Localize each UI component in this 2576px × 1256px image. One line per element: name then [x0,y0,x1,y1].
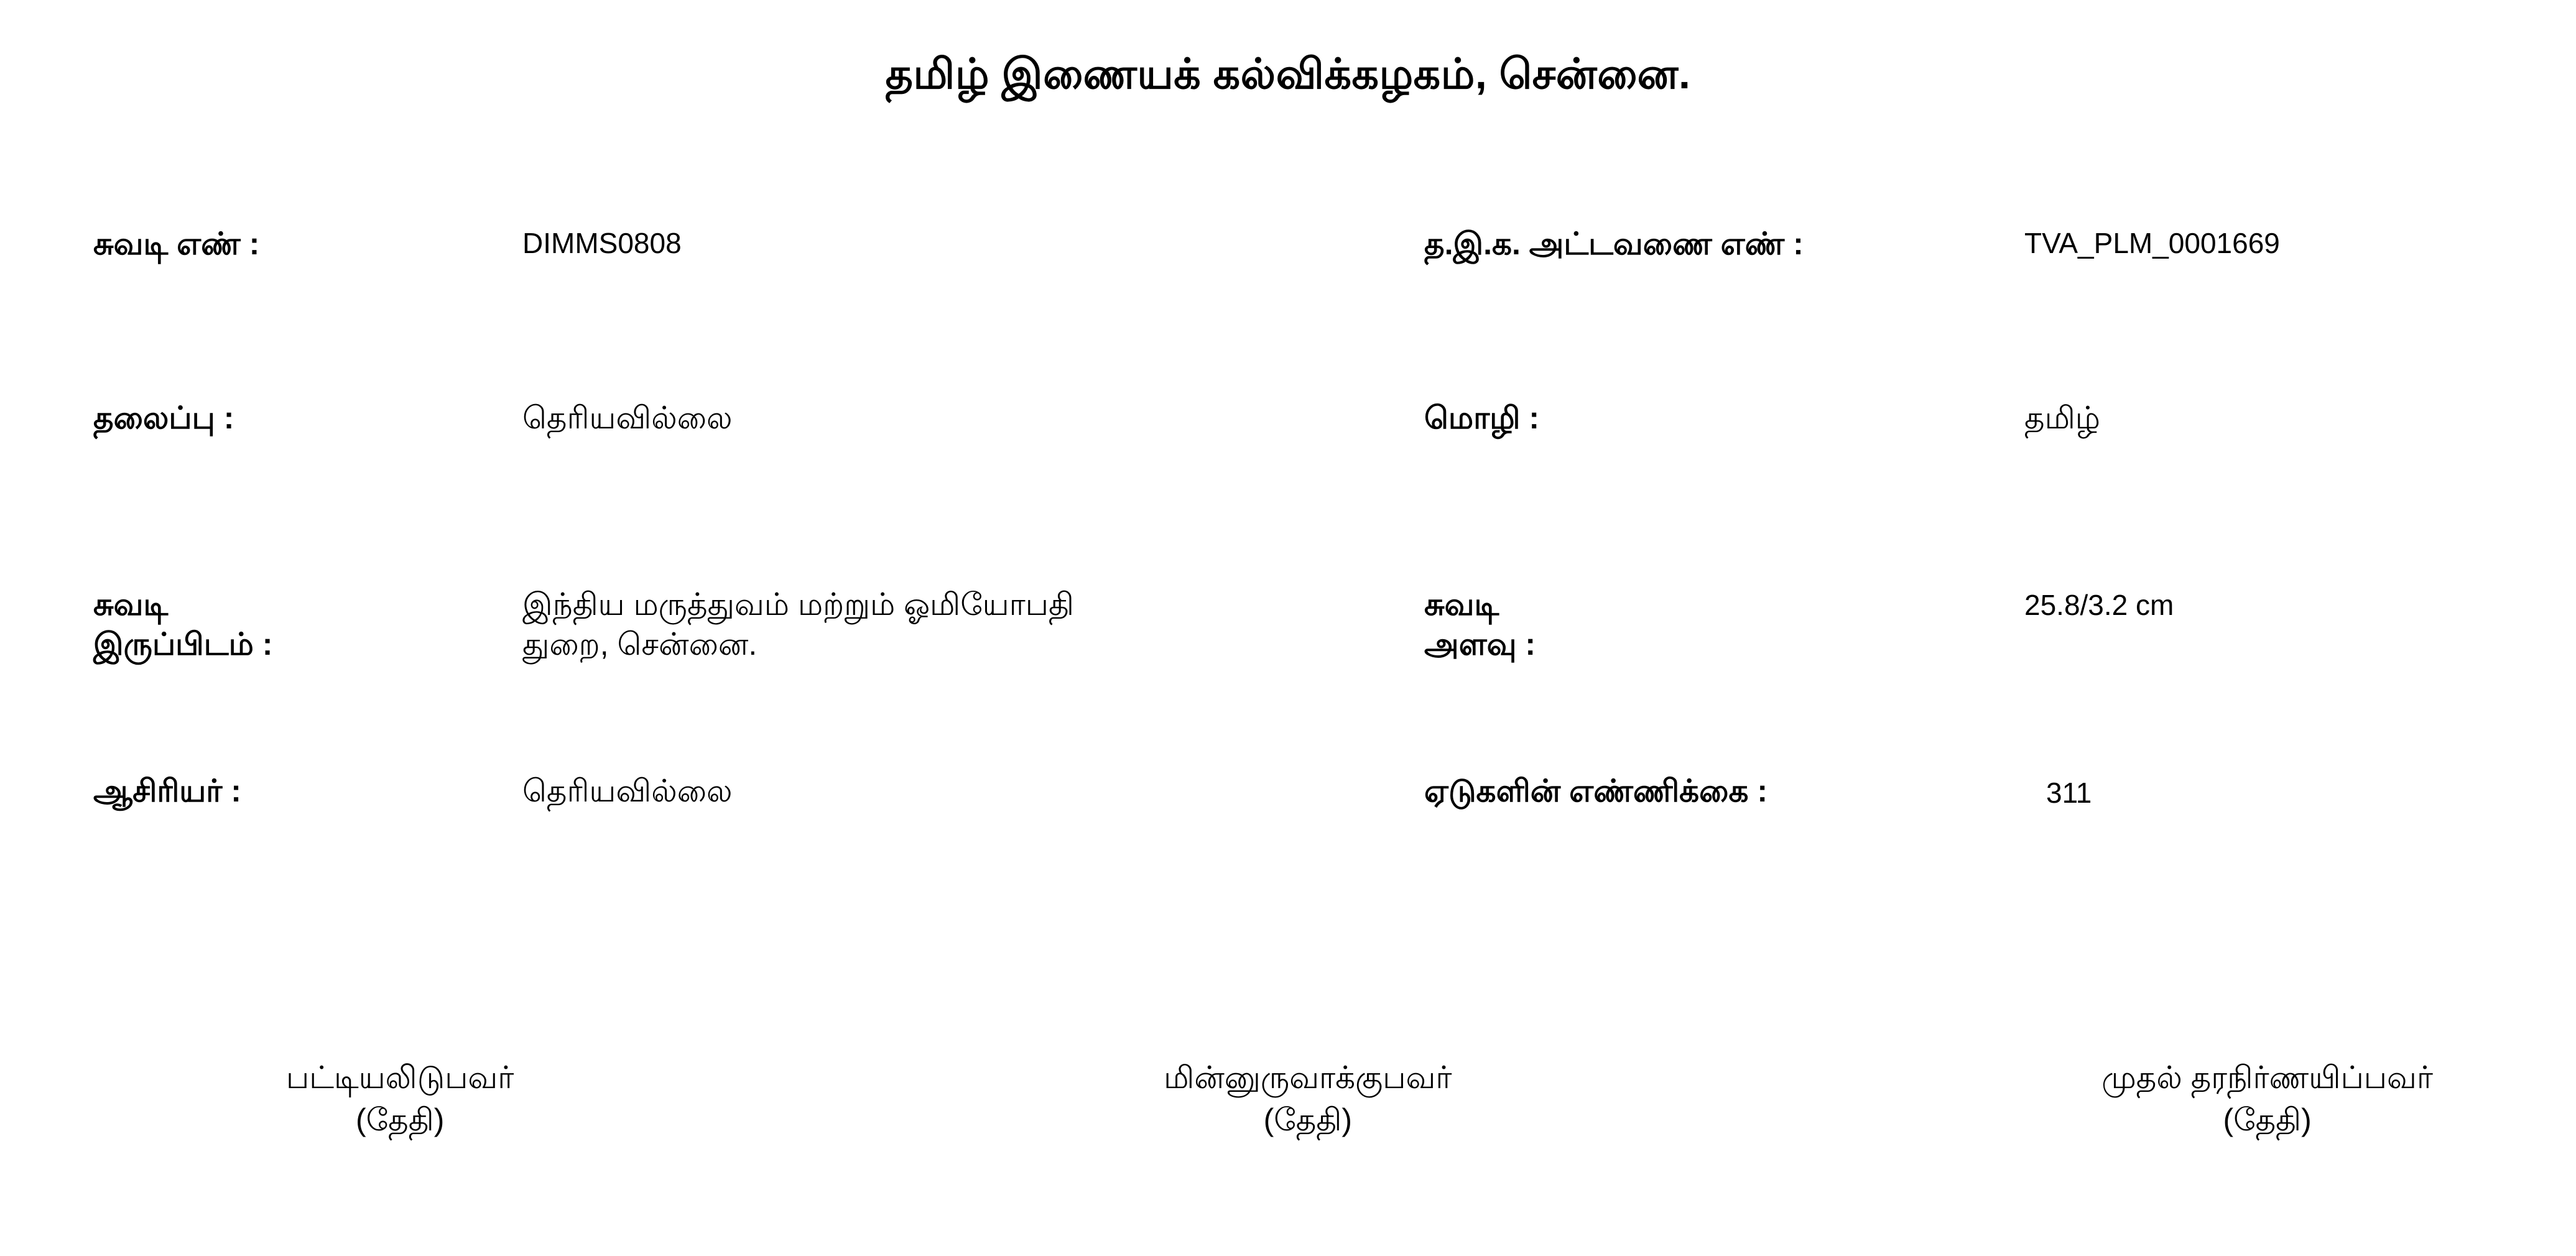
location-value-line1: இந்திய மருத்துவம் மற்றும் ஓமியோபதி [522,587,1074,622]
signature-block-digitizer [1164,1057,1452,1141]
language-value: தமிழ் [2024,400,2101,435]
manuscript-number-label: சுவடி எண் : [93,226,260,261]
signature-date: (தேதி) [356,1102,445,1137]
field-row-identifiers [0,211,2576,398]
catalogue-number-label: த.இ.க. அட்டவணை எண் : [1424,226,1804,261]
leaf-count-label: ஏடுகளின் எண்ணிக்கை : [1424,773,1768,808]
page-title: தமிழ் இணையக் கல்விக்கழகம், சென்னை. [885,50,1691,98]
manuscript-number-value: DIMMS0808 [522,227,682,259]
size-label-line1: சுவடி [1424,587,1499,622]
field-row-title-language [0,398,2576,584]
signature-date: (தேதி) [2223,1102,2312,1137]
signature-role: முதல் தரநிர்ணயிப்பவர் [2101,1060,2433,1095]
metadata-fields [0,211,2576,933]
author-label: ஆசிரியர் : [93,773,241,808]
field-row-location-size [0,584,2576,771]
language-label: மொழி : [1424,400,1540,435]
catalogue-number-value: TVA_PLM_0001669 [2024,227,2280,259]
location-value [522,584,1406,664]
location-label-line1: சுவடி [93,587,169,622]
field-row-author-leaves [0,771,2576,933]
signature-block-first-quality-checker [2101,1057,2433,1141]
author-value: தெரியவில்லை [522,773,733,808]
signature-role: பட்டியலிடுபவர் [286,1060,514,1095]
size-label [1424,584,1984,664]
signature-date: (தேதி) [1263,1102,1352,1137]
location-label [93,584,491,664]
size-label-line2: அளவு : [1424,627,1536,662]
signature-row [0,1057,2576,1141]
leaf-count-value: 311 [2046,777,2092,809]
signature-role: மின்னுருவாக்குபவர் [1164,1060,1452,1095]
location-value-line2: துறை, சென்னை. [522,627,758,662]
signature-block-cataloguer [286,1057,514,1141]
location-label-line2: இருப்பிடம் : [93,627,273,662]
heading-value: தெரியவில்லை [522,400,733,435]
heading-label: தலைப்பு : [93,400,234,435]
size-value: 25.8/3.2 cm [2024,589,2174,621]
